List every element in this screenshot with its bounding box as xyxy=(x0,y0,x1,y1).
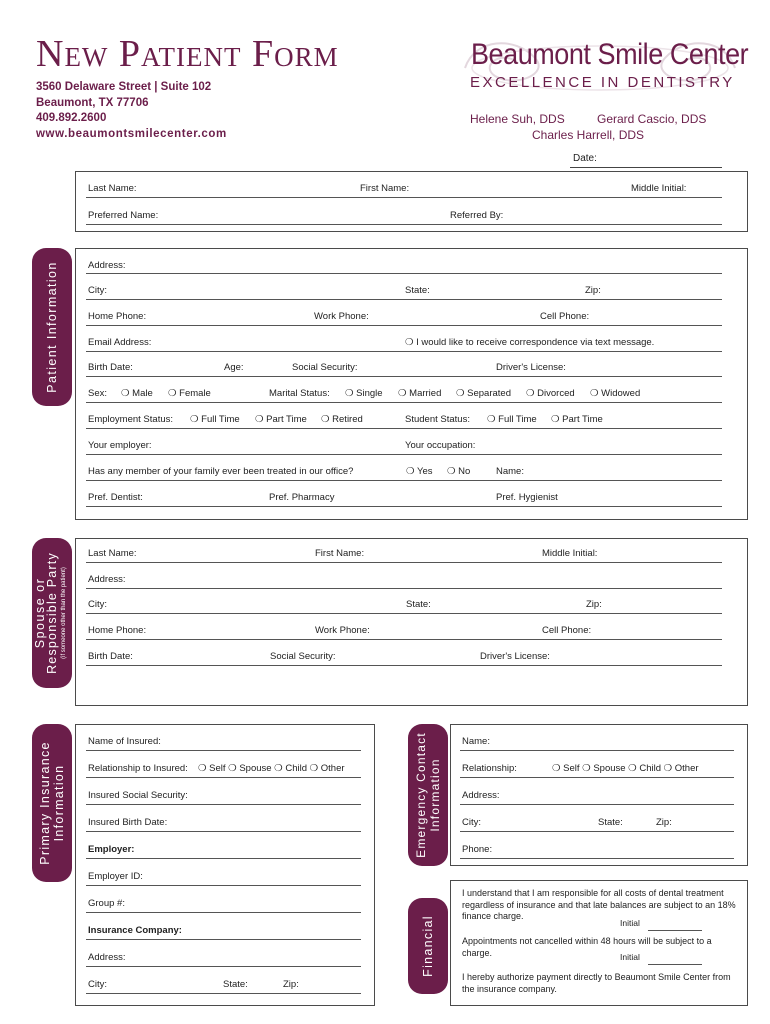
age-label: Age: xyxy=(224,362,244,373)
spouse-tab-line: Spouse or xyxy=(33,577,47,649)
spouse-address-label: Address: xyxy=(88,574,126,585)
emergency-tab-label xyxy=(414,732,442,858)
city-field-line[interactable] xyxy=(86,299,722,300)
spouse-cell-phone-label: Cell Phone: xyxy=(542,625,592,636)
emergency-relationship-label: Relationship: xyxy=(462,763,517,774)
emergency-state-label: State: xyxy=(598,817,623,828)
insured-ssn-field-line[interactable] xyxy=(86,804,361,805)
relationship-label: Relationship to Insured: xyxy=(88,763,188,774)
sex-label: Sex: xyxy=(88,388,108,399)
spouse-last-name-label: Last Name: xyxy=(88,548,137,559)
single-radio[interactable]: ❍ Single xyxy=(345,388,383,399)
spouse-work-phone-label: Work Phone: xyxy=(315,625,370,636)
pref-dentist-label: Pref. Dentist: xyxy=(88,492,143,503)
spouse-first-name-label: First Name: xyxy=(315,548,365,559)
patient-info-tab xyxy=(32,248,72,406)
spouse-name-field-line[interactable] xyxy=(86,562,722,563)
zip-label: Zip: xyxy=(585,285,601,296)
spouse-middle-initial-label: Middle Initial: xyxy=(542,548,598,559)
initial-label: Initial xyxy=(620,918,640,928)
employer-field-line[interactable] xyxy=(86,858,361,859)
emergency-address-field-line[interactable] xyxy=(460,804,734,805)
part-time-radio[interactable]: ❍ Part Time xyxy=(255,414,307,425)
insurance-address-field-line[interactable] xyxy=(86,966,361,967)
spouse-birth-date-label: Birth Date: xyxy=(88,651,133,662)
student-full-time-radio[interactable]: ❍ Full Time xyxy=(487,414,537,425)
female-radio[interactable]: ❍ Female xyxy=(168,388,211,399)
first-name-label: First Name: xyxy=(360,183,410,194)
form-title: New Patient Form xyxy=(36,33,339,75)
marital-label: Marital Status: xyxy=(269,388,330,399)
pref-field-line[interactable] xyxy=(86,506,722,507)
insured-birth-label: Insured Birth Date: xyxy=(88,817,168,828)
family-name-label: Name: xyxy=(496,466,524,477)
spouse-tab xyxy=(32,538,72,688)
address-line: Beaumont, TX 77706 xyxy=(36,96,149,109)
text-consent-checkbox[interactable]: ❍ I would like to receive correspondence via text message. xyxy=(405,337,655,348)
date-field[interactable] xyxy=(570,167,722,168)
insurance-tab xyxy=(32,724,72,882)
employment-field-line xyxy=(86,428,722,429)
spouse-license-label: Driver's License: xyxy=(480,651,550,662)
employer-id-field-line[interactable] xyxy=(86,885,361,886)
insurance-company-field-line[interactable] xyxy=(86,939,361,940)
address-field-line[interactable] xyxy=(86,273,722,274)
relationship-options[interactable]: ❍ Self ❍ Spouse ❍ Child ❍ Other xyxy=(198,763,345,774)
student-part-time-radio[interactable]: ❍ Part Time xyxy=(551,414,603,425)
address-line: 3560 Delaware Street | Suite 102 xyxy=(36,81,212,93)
insurance-company-label: Insurance Company: xyxy=(88,925,182,936)
student-label: Student Status: xyxy=(405,414,470,425)
insurance-city-label: City: xyxy=(88,979,107,990)
preferred-field-line[interactable] xyxy=(86,224,722,225)
office-address xyxy=(36,80,227,142)
family-field-line[interactable] xyxy=(86,480,722,481)
relationship-field-line xyxy=(86,777,361,778)
insurance-tab-line: Information xyxy=(52,764,66,842)
insurance-tab-label xyxy=(38,741,66,865)
phone-line: 409.892.2600 xyxy=(36,112,107,124)
sex-field-line xyxy=(86,402,722,403)
insured-name-field-line[interactable] xyxy=(86,750,361,751)
doctor-name: Charles Harrell, DDS xyxy=(532,128,645,142)
insurance-address-label: Address: xyxy=(88,952,126,963)
emergency-zip-label: Zip: xyxy=(656,817,672,828)
widowed-radio[interactable]: ❍ Widowed xyxy=(590,388,641,399)
logo-name: Beaumont Smile Center xyxy=(471,38,749,71)
spouse-zip-label: Zip: xyxy=(586,599,602,610)
name-field-line[interactable] xyxy=(86,197,722,198)
yes-radio[interactable]: ❍ Yes xyxy=(406,466,433,477)
spouse-city-label: City: xyxy=(88,599,107,610)
emergency-phone-field-line[interactable] xyxy=(460,858,734,859)
employment-label: Employment Status: xyxy=(88,414,174,425)
emergency-name-field-line[interactable] xyxy=(460,750,734,751)
license-label: Driver's License: xyxy=(496,362,566,373)
emergency-city-label: City: xyxy=(462,817,481,828)
payment-authorization-text: I hereby authorize payment directly to Beaumont Smile Center from the insurance company. xyxy=(462,972,731,994)
insured-ssn-label: Insured Social Security: xyxy=(88,790,188,801)
date-label: Date: xyxy=(573,153,597,164)
initial-label: Initial xyxy=(620,952,640,962)
name-section xyxy=(75,171,748,232)
married-radio[interactable]: ❍ Married xyxy=(398,388,442,399)
emergency-relationship-field-line xyxy=(460,777,734,778)
spouse-tab-note: (if someone other than the patient) xyxy=(61,567,67,659)
employer-label: Your employer: xyxy=(88,440,152,451)
logo-tagline: EXCELLENCE IN DENTISTRY xyxy=(470,74,735,91)
full-time-radio[interactable]: ❍ Full Time xyxy=(190,414,240,425)
emergency-name-label: Name: xyxy=(462,736,490,747)
employer-label: Employer: xyxy=(88,844,135,855)
address-label: Address: xyxy=(88,260,126,271)
spouse-tab-line: Responsible Party xyxy=(45,552,59,674)
home-phone-label: Home Phone: xyxy=(88,311,147,322)
divorced-radio[interactable]: ❍ Divorced xyxy=(526,388,575,399)
group-label: Group #: xyxy=(88,898,125,909)
patient-info-tab-label: Patient Information xyxy=(45,261,59,393)
spouse-city-field-line[interactable] xyxy=(86,613,722,614)
spouse-tab-label xyxy=(34,552,70,674)
doctor-name: Gerard Cascio, DDS xyxy=(597,112,707,126)
pref-pharmacy-label: Pref. Pharmacy xyxy=(269,492,335,503)
spouse-ssn-label: Social Security: xyxy=(270,651,336,662)
website-line: www.beaumontsmilecenter.com xyxy=(36,127,227,140)
spouse-birth-field-line[interactable] xyxy=(86,665,722,666)
pref-hygienist-label: Pref. Hygienist xyxy=(496,492,558,503)
financial-responsibility-text: I understand that I am responsible for all costs of dental treatment regardless of insurance and that late balances are subject to an 18% finance charge. xyxy=(462,888,736,921)
initial-field-line[interactable] xyxy=(648,964,702,965)
state-label: State: xyxy=(405,285,430,296)
spouse-state-label: State: xyxy=(406,599,431,610)
cancellation-policy-text: Appointments not cancelled within 48 hours will be subject to a charge. xyxy=(462,936,712,958)
last-name-label: Last Name: xyxy=(88,183,137,194)
insurance-tab-line: Primary Insurance xyxy=(38,741,52,865)
emergency-tab-line: Information xyxy=(428,758,442,832)
emergency-city-field-line[interactable] xyxy=(460,831,734,832)
referred-by-label: Referred By: xyxy=(450,210,504,221)
cell-phone-label: Cell Phone: xyxy=(540,311,590,322)
middle-initial-label: Middle Initial: xyxy=(631,183,687,194)
insured-name-label: Name of Insured: xyxy=(88,736,161,747)
employer-id-label: Employer ID: xyxy=(88,871,143,882)
retired-radio[interactable]: ❍ Retired xyxy=(321,414,363,425)
employer-field-line[interactable] xyxy=(86,454,722,455)
occupation-label: Your occupation: xyxy=(405,440,476,451)
ssn-label: Social Security: xyxy=(292,362,358,373)
email-field-line[interactable] xyxy=(86,351,722,352)
preferred-name-label: Preferred Name: xyxy=(88,210,159,221)
separated-radio[interactable]: ❍ Separated xyxy=(456,388,511,399)
financial-tab xyxy=(408,898,448,994)
initial-field-line[interactable] xyxy=(648,930,702,931)
email-label: Email Address: xyxy=(88,337,152,348)
spouse-phone-field-line[interactable] xyxy=(86,639,722,640)
spouse-home-phone-label: Home Phone: xyxy=(88,625,147,636)
emergency-tab xyxy=(408,724,448,866)
insurance-zip-label: Zip: xyxy=(283,979,299,990)
family-treated-label: Has any member of your family ever been treated in our office? xyxy=(88,466,354,477)
birth-field-line[interactable] xyxy=(86,376,722,377)
emergency-phone-label: Phone: xyxy=(462,844,493,855)
emergency-relationship-options[interactable]: ❍ Self ❍ Spouse ❍ Child ❍ Other xyxy=(552,763,699,774)
emergency-tab-line: Emergency Contact xyxy=(414,732,428,858)
work-phone-label: Work Phone: xyxy=(314,311,369,322)
insurance-city-field-line[interactable] xyxy=(86,993,361,994)
birth-date-label: Birth Date: xyxy=(88,362,133,373)
city-label: City: xyxy=(88,285,107,296)
spouse-section xyxy=(75,538,748,706)
doctor-name: Helene Suh, DDS xyxy=(470,112,565,126)
group-field-line[interactable] xyxy=(86,912,361,913)
male-radio[interactable]: ❍ Male xyxy=(121,388,153,399)
insured-birth-field-line[interactable] xyxy=(86,831,361,832)
financial-tab-label: Financial xyxy=(421,915,435,977)
phone-field-line[interactable] xyxy=(86,325,722,326)
no-radio[interactable]: ❍ No xyxy=(447,466,471,477)
spouse-address-field-line[interactable] xyxy=(86,588,722,589)
insurance-state-label: State: xyxy=(223,979,248,990)
emergency-address-label: Address: xyxy=(462,790,500,801)
